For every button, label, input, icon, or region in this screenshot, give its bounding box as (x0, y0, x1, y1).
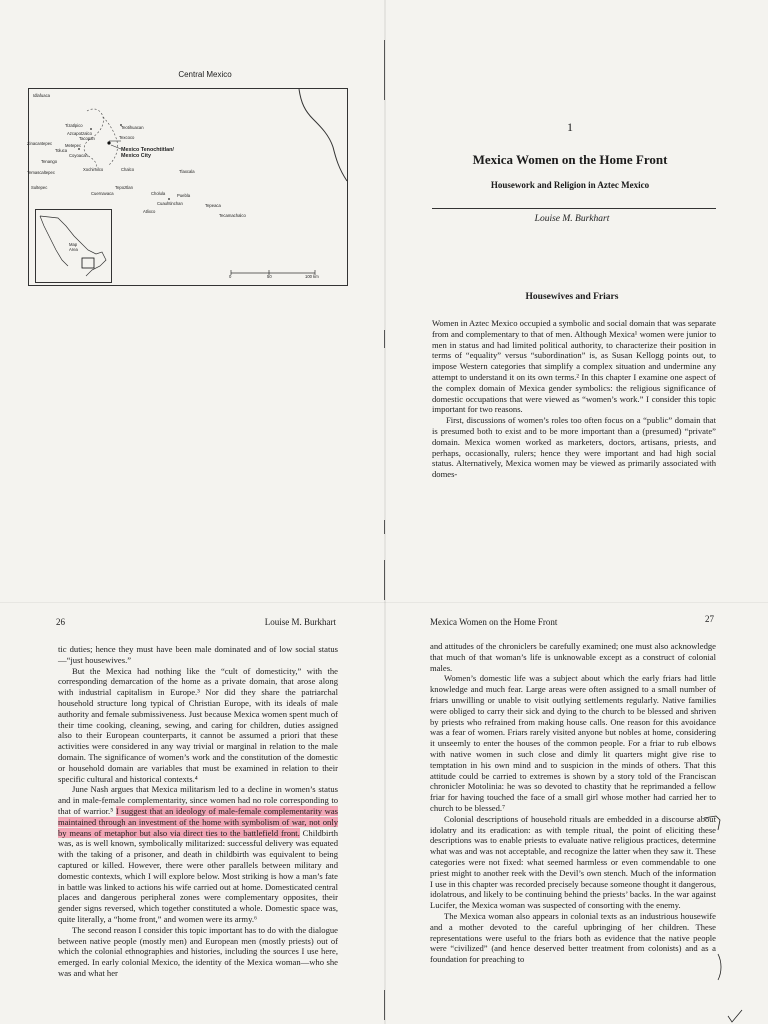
map-label-coyoacan: Coyoacan (69, 153, 88, 158)
map-label-cuernavaca: Cuernavaca (91, 191, 114, 196)
paragraph: tic duties; hence they must have been male dominated and of low social status—“just housewives.” (58, 644, 338, 665)
paragraph: and attitudes of the chroniclers be carefully examined; one must also acknowledge that much of that woman’s life is unknowable except as a construct of colonial males. (430, 641, 716, 673)
map-label-metepec: Metepec (65, 143, 82, 148)
map-inset (35, 209, 112, 283)
text-run: June Nash argues that Mexica militarism led to a decline in women’s status and in male-female complementarity, since women had no role corresponding to that of warrior.⁵ (58, 784, 338, 816)
gutter-mark (384, 990, 385, 1020)
paragraph: Women in Aztec Mexico occupied a symbolic and social domain that was separate from and complementary to that of men. Although Mexica¹ women were junior to men in status and had limited political authority, to characterize their position in terms of “equality” versus “subordination” is, as Susan Kellogg points out, to impose Western categories that simplify a complex situation and undermine any attempt to understand it on its own terms.² In this chapter I examine one aspect of the complex domain of Mexica gender symbolics: the religious significance of domestic occupations that were viewed as “women’s work.” I consider this topic important for two reasons. (432, 318, 716, 415)
paragraph: The Mexica woman also appears in colonial texts as an industrious housewife and a mother devoted to the careful upbringing of her children. These representations were useful to the friars both as evidence that the native people were “civilized” (and hence deserved better treatment from colonists) and as a foundation for preaching to (430, 910, 716, 965)
pen-mark (726, 1008, 746, 1024)
inset-label: Map Area (69, 242, 78, 252)
text-run: Childbirth was, as is well known, symbolically militarized: successful delivery was equated with the taking of a prisoner, and death in childbirth was equivalent to being captured or killed. However, there were other parallels between military and domestic contexts, which I will explore below. Most striking is how a man’s fate in battle was linked to actions his wife carried out at home. Domesticated central places and dangerous peripheral zones were complementary opposites, their gender signs reversed, which together constituted a whole. Domestic space was, quite literally, a “home front,” and women were its army.⁶ (58, 827, 338, 924)
page-number-27: 27 (705, 614, 714, 624)
spread-divider (0, 602, 768, 603)
map-label-tenochtitlan: Mexico Tenochtitlan/ (121, 147, 174, 153)
chapter-body (432, 318, 716, 480)
map-title: Central Mexico (178, 70, 232, 79)
map-label-mexico-city: Mexico City (121, 153, 151, 159)
paragraph: Colonial descriptions of household rituals are embedded in a discourse about idolatry and its eradication: as with temple ritual, the point of eliciting these descriptions was to enable priests to evaluate native religious practices, determine what was and was not acceptable, and recognize the latter when they saw it. These categories were not fixed: what seemed harmless or even commendable to one priest might to another reek with the Devil’s own stench. Much of the information I use in this chapter was recorded precisely because someone thought it dangerous, idolatrous, and likely to be continuing behind the priests’ backs. In the war against Lucifer, the Mexica woman was suspected of consorting with the enemy. (430, 813, 716, 911)
title-rule (432, 208, 716, 209)
map-label-texcoco: Texcoco (119, 135, 135, 140)
pen-mark (702, 810, 726, 834)
pen-mark (714, 952, 726, 982)
map-label-idlafuaca: Idlafuaca (33, 93, 50, 98)
scale-mid: 50 (267, 274, 272, 279)
map-label-tepoztlan: Tepoztlan (115, 185, 133, 190)
map-label-tacopan: Tacopan (79, 136, 95, 141)
map-label-toluca: Toluca (55, 148, 68, 153)
map-label-zinacantepec: Zinacantepec (27, 141, 53, 146)
map-label-tecamachalco: Tecamachalco (219, 213, 246, 218)
map-label-tepeaca: Tepeaca (205, 203, 221, 208)
gutter-mark (384, 40, 385, 100)
map-label-cuauhtinchan: Cuauhtinchan (157, 201, 183, 206)
map-label-temascaltepec: Temascaltepec (27, 170, 55, 175)
chapter-title: Mexica Women on the Home Front (472, 152, 668, 167)
page-27-body (430, 641, 716, 965)
chapter-number: 1 (567, 120, 573, 134)
map-label-cholula: Cholula (151, 191, 166, 196)
map-label-atlixco: Atlixco (143, 209, 156, 214)
map-label-teotihuacan: Teotihuacan (121, 125, 144, 130)
paragraph: But the Mexica had nothing like the “cult of domesticity,” with the corresponding demarcation of the home as a private domain, that arose along with industrial capitalism in Europe.³ Nor did they share the patriarchal household structure long typical of Christian Europe, with its ideals of male authority and female submissiveness. Just because Mexica women spent much of their time cooking, cleaning, sewing, and caring for children, duties assigned also to their European counterparts, it cannot be assumed a priori that these activities were considered in any way trivial or marginal in relation to the male domain. The significance of women’s work and the constitution of the domestic or household domain are variables that must be examined in relation to their specific cultural and historical contexts.⁴ (58, 665, 338, 784)
map-label-chalco: Chalco (121, 167, 135, 172)
section-heading: Housewives and Friars (525, 292, 619, 302)
book-spine (384, 0, 386, 1024)
central-mexico-map (28, 88, 348, 286)
paragraph: Women’s domestic life was a subject about which the early friars had little knowledge and much fear. Large areas were often assigned to a small number of friars unwilling or unable to visit outlying settlements regularly. Native families were obliged to carry their sick and dying to the church to be blessed and shriven by priests who refrained from making house calls. One reason for this avoidance was a fear of women. Friars rarely visited anyone but nobles at home, considering it unseemly to enter the houses of the common people. For a friar to rub elbows with native women in such close and dimly lit quarters might give rise to temptation in his own mind and to suspicion in the minds of others. That this attitude could be carried to extremes is shown by a story told of the Franciscan chronicler Motolinia: he was so devoted to chastity that he reprimanded a fellow friar for having touched the face of a small girl whose mother had carried her to church to be blessed.⁷ (430, 673, 716, 813)
highlighted-passage[interactable]: I suggest that an ideology of male-female complementarity was maintained through an investment of the home with symbolism of war, not only by means of metaphor but also via direct ties to the battlefield front. (58, 805, 339, 838)
chapter-subtitle: Housework and Religion in Aztec Mexico (490, 180, 650, 190)
gutter-mark (384, 520, 385, 534)
map-label-tlaxcala: Tlaxcala (179, 169, 195, 174)
map-label-sultepec: Sultepec (31, 185, 48, 190)
map-label-tizatlpico: Tizatlpico (65, 123, 83, 128)
map-label-tenango: Tenango (41, 159, 58, 164)
page-number-26: 26 (56, 617, 65, 627)
running-head-author: Louise M. Burkhart (264, 617, 336, 627)
map-label-puebla: Puebla (177, 193, 191, 198)
page-26-body (58, 644, 338, 979)
scale-end: 100 km (305, 274, 319, 279)
gutter-mark (384, 560, 385, 600)
map-label-azcapotzalco: Azcapotzalco (67, 131, 92, 136)
paragraph: The second reason I consider this topic important has to do with the dialogue between native people (mostly men) and European men (mostly priests) out of which the colonial ethnographies and histories, including the sources I use here, emerged. In early colonial Mexico, the identity of the Mexica woman—who she was and what her (58, 924, 338, 978)
running-head-title: Mexica Women on the Home Front (430, 617, 558, 627)
map-label-xochimilco: Xochimilco (83, 167, 104, 172)
paragraph: First, discussions of women’s roles too often focus on a “public” domain that is presumed both to exist and to be more important than a (presumed) “private” domain. Mexica women worked as marketers, doctors, artisans, priests, and perhaps, occasionally, rulers; hence they were important and had high social status. Alternatively, Mexica women may be viewed as primarily associated with domes- (432, 415, 716, 480)
scale-zero: 0 (229, 274, 232, 279)
chapter-author: Louise M. Burkhart (534, 214, 610, 224)
paragraph (58, 784, 338, 924)
gutter-mark (384, 330, 385, 348)
